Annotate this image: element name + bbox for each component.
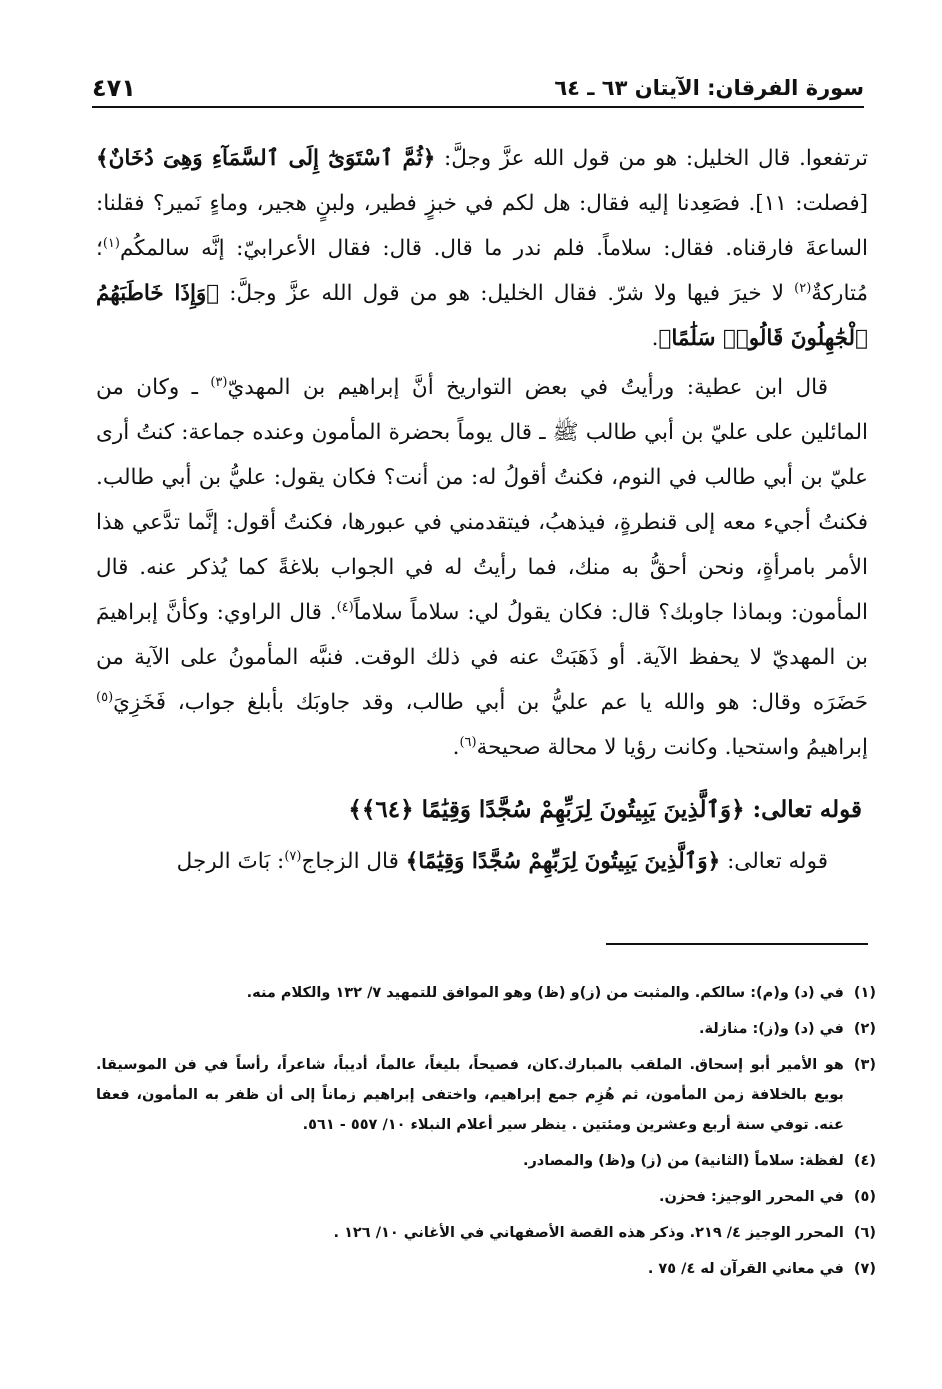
text-span: قوله تعالى: (720, 849, 828, 874)
footnote (96, 1218, 876, 1248)
text-span: لا خيرَ فيها ولا شرّ. فقال الخليل: هو من قول الله عزَّ وجلَّ: (219, 281, 795, 306)
text-span: . (452, 735, 460, 760)
footnote (96, 1146, 876, 1176)
footnote-number: (٤) (853, 1153, 876, 1169)
footnote (96, 1182, 876, 1212)
text-span: إبراهيمُ واستحيا. وكانت رؤيا لا محالة صحيحة (476, 735, 868, 760)
text-span: . قال الراوي: وكأنَّ إبراهيمَ بن المهديّ لا يحفظ الآية. أو ذَهَبَتْ عنه في ذلك الوقت. فنبَّه المأمونُ على الآية من حَضَرَه وقال: هو والله يا عم عليُّ بن أبي طالب، وقد جاوبَك بأبلغ جواب، فَخَزِيَ (96, 600, 868, 715)
running-title: سورة الفرقان: الآيتان ٦٣ ـ ٦٤ (554, 76, 864, 100)
footnote-text: في (د) و(م): سالكم. والمثبت من (ز)و (ظ) وهو الموافق للتمهيد ٧/ ١٣٢ والكلام منه. (246, 985, 844, 1001)
page-number: ٤٧١ (92, 74, 136, 102)
footnote-number: (٥) (853, 1189, 876, 1205)
page-header (92, 62, 864, 108)
text-span: [فصلت: ١١]. فصَعِدنا إليه فقال: هل لكم في خبزٍ فطير، ولبنٍ هجير، وماءٍ نَمير؟ فقلنا: الساعةَ فارقناه. فقال: سلاماً. فلم ندر ما قال. قال: فقال الأعرابيّ: إنَّه سالمكُم (96, 191, 868, 261)
footnote-number: (٢) (853, 1021, 876, 1037)
footnote-number: (٣) (853, 1057, 876, 1073)
main-text (96, 136, 868, 886)
footnote (96, 1254, 876, 1284)
footnote-number: (١) (853, 985, 876, 1001)
footnote-text: هو الأمير أبو إسحاق. الملقب بالمبارك.كان، فصيحاً، بليغاً، عالماً، أديباً، شاعراً، رأساً في فن الموسيقا. بويع بالخلافة زمن المأمون، ثم هُزِم جمع إبراهيم، واختفى إبراهيم زماناً إلى أن ظفر به المأمون، فعفا عنه. توفي سنة أربع وعشرين ومئتين . ينظر سير أعلام النبلاء ١٠/ ٥٥٧ - ٥٦١. (96, 1057, 844, 1133)
footnote-ref: (٥) (96, 689, 114, 705)
footnote-ref: (٧) (284, 848, 302, 864)
footnote-ref: (٦) (459, 734, 477, 750)
text-span: ترتفعوا. قال الخليل: هو من قول الله عزَّ وجلَّ: (435, 146, 868, 171)
footnote-ref: (٣) (210, 374, 228, 390)
footnote-text: في (د) و(ز): منازلة. (699, 1021, 844, 1037)
footnote-ref: (١) (102, 235, 120, 251)
footnote-text: في المحرر الوجيز: فحزن. (659, 1189, 844, 1205)
text-span: . (651, 326, 659, 351)
text-span: ؛ مُتاركةٌ (96, 236, 868, 306)
quran-verse: ﴿وَإِذَا خَاطَبَهُمُ ٱلْجَٰهِلُونَ قَالُوا۟ سَلَٰمًا﴾ (96, 281, 868, 351)
paragraph-3 (96, 838, 868, 886)
text-span: قال الزجاج (301, 849, 406, 874)
footnotes (96, 978, 876, 1290)
footnote-text: لفظة: سلاماً (الثانية) من (ز) و(ظ) والمصادر. (522, 1153, 844, 1169)
footnote-number: (٧) (853, 1261, 876, 1277)
verse-heading (96, 784, 868, 836)
footnote-ref: (٤) (336, 599, 354, 615)
quran-verse: ﴿وَٱلَّذِينَ يَبِيتُونَ لِرَبِّهِمْ سُجَّدًا وَقِيَٰمًا﴾ (405, 849, 721, 874)
text-span: قال ابن عطية: ورأيتُ في بعض التواريخ أنَّ إبراهيم بن المهديّ (227, 375, 828, 400)
footnote-text: في معاني القرآن له ٤/ ٧٥ . (647, 1261, 844, 1277)
quran-verse: ﴿وَٱلَّذِينَ يَبِيتُونَ لِرَبِّهِمْ سُجَّدًا وَقِيَٰمًا ﴿٦٤﴾﴾ (348, 796, 745, 823)
quran-verse: ﴿ثُمَّ ٱسْتَوَىٰٓ إِلَى ٱلسَّمَآءِ وَهِىَ دُخَانٌ﴾ (96, 146, 436, 171)
paragraph-1 (96, 136, 868, 361)
footnote-divider (606, 943, 868, 945)
text-span: : بَاتَ الرجل (176, 849, 285, 874)
footnote (96, 1014, 876, 1044)
footnote (96, 1050, 876, 1140)
text-span: ـ وكان من المائلين على عليّ بن أبي طالب ﷺ ـ قال يوماً بحضرة المأمون وعنده جماعة: كنتُ أرى عليّ بن أبي طالب في النوم، فكنتُ أقولُ له: من أنت؟ فكان يقول: عليُّ بن أبي طالب. فكنتُ أجيء معه إلى قنطرةٍ، فيذهبُ، فيتقدمني في عبورها، فكنتُ أقول: إنَّما تدَّعي هذا الأمر بامرأةٍ، ونحن أحقُّ به منك، فما رأيتُ له في الجواب بلاغةً كما يُذكر عنه. قال المأمون: وبماذا جاوبك؟ قال: فكان يقولُ لي: سلاماً سلاماً (96, 375, 868, 625)
footnote (96, 978, 876, 1008)
footnote-text: المحرر الوجيز ٤/ ٢١٩. وذكر هذه القصة الأصفهاني في الأغاني ١٠/ ١٢٦ . (333, 1225, 844, 1241)
footnote-ref: (٢) (794, 280, 812, 296)
paragraph-2 (96, 365, 868, 770)
footnote-number: (٦) (853, 1225, 876, 1241)
heading-label: قوله تعالى: (744, 796, 862, 823)
